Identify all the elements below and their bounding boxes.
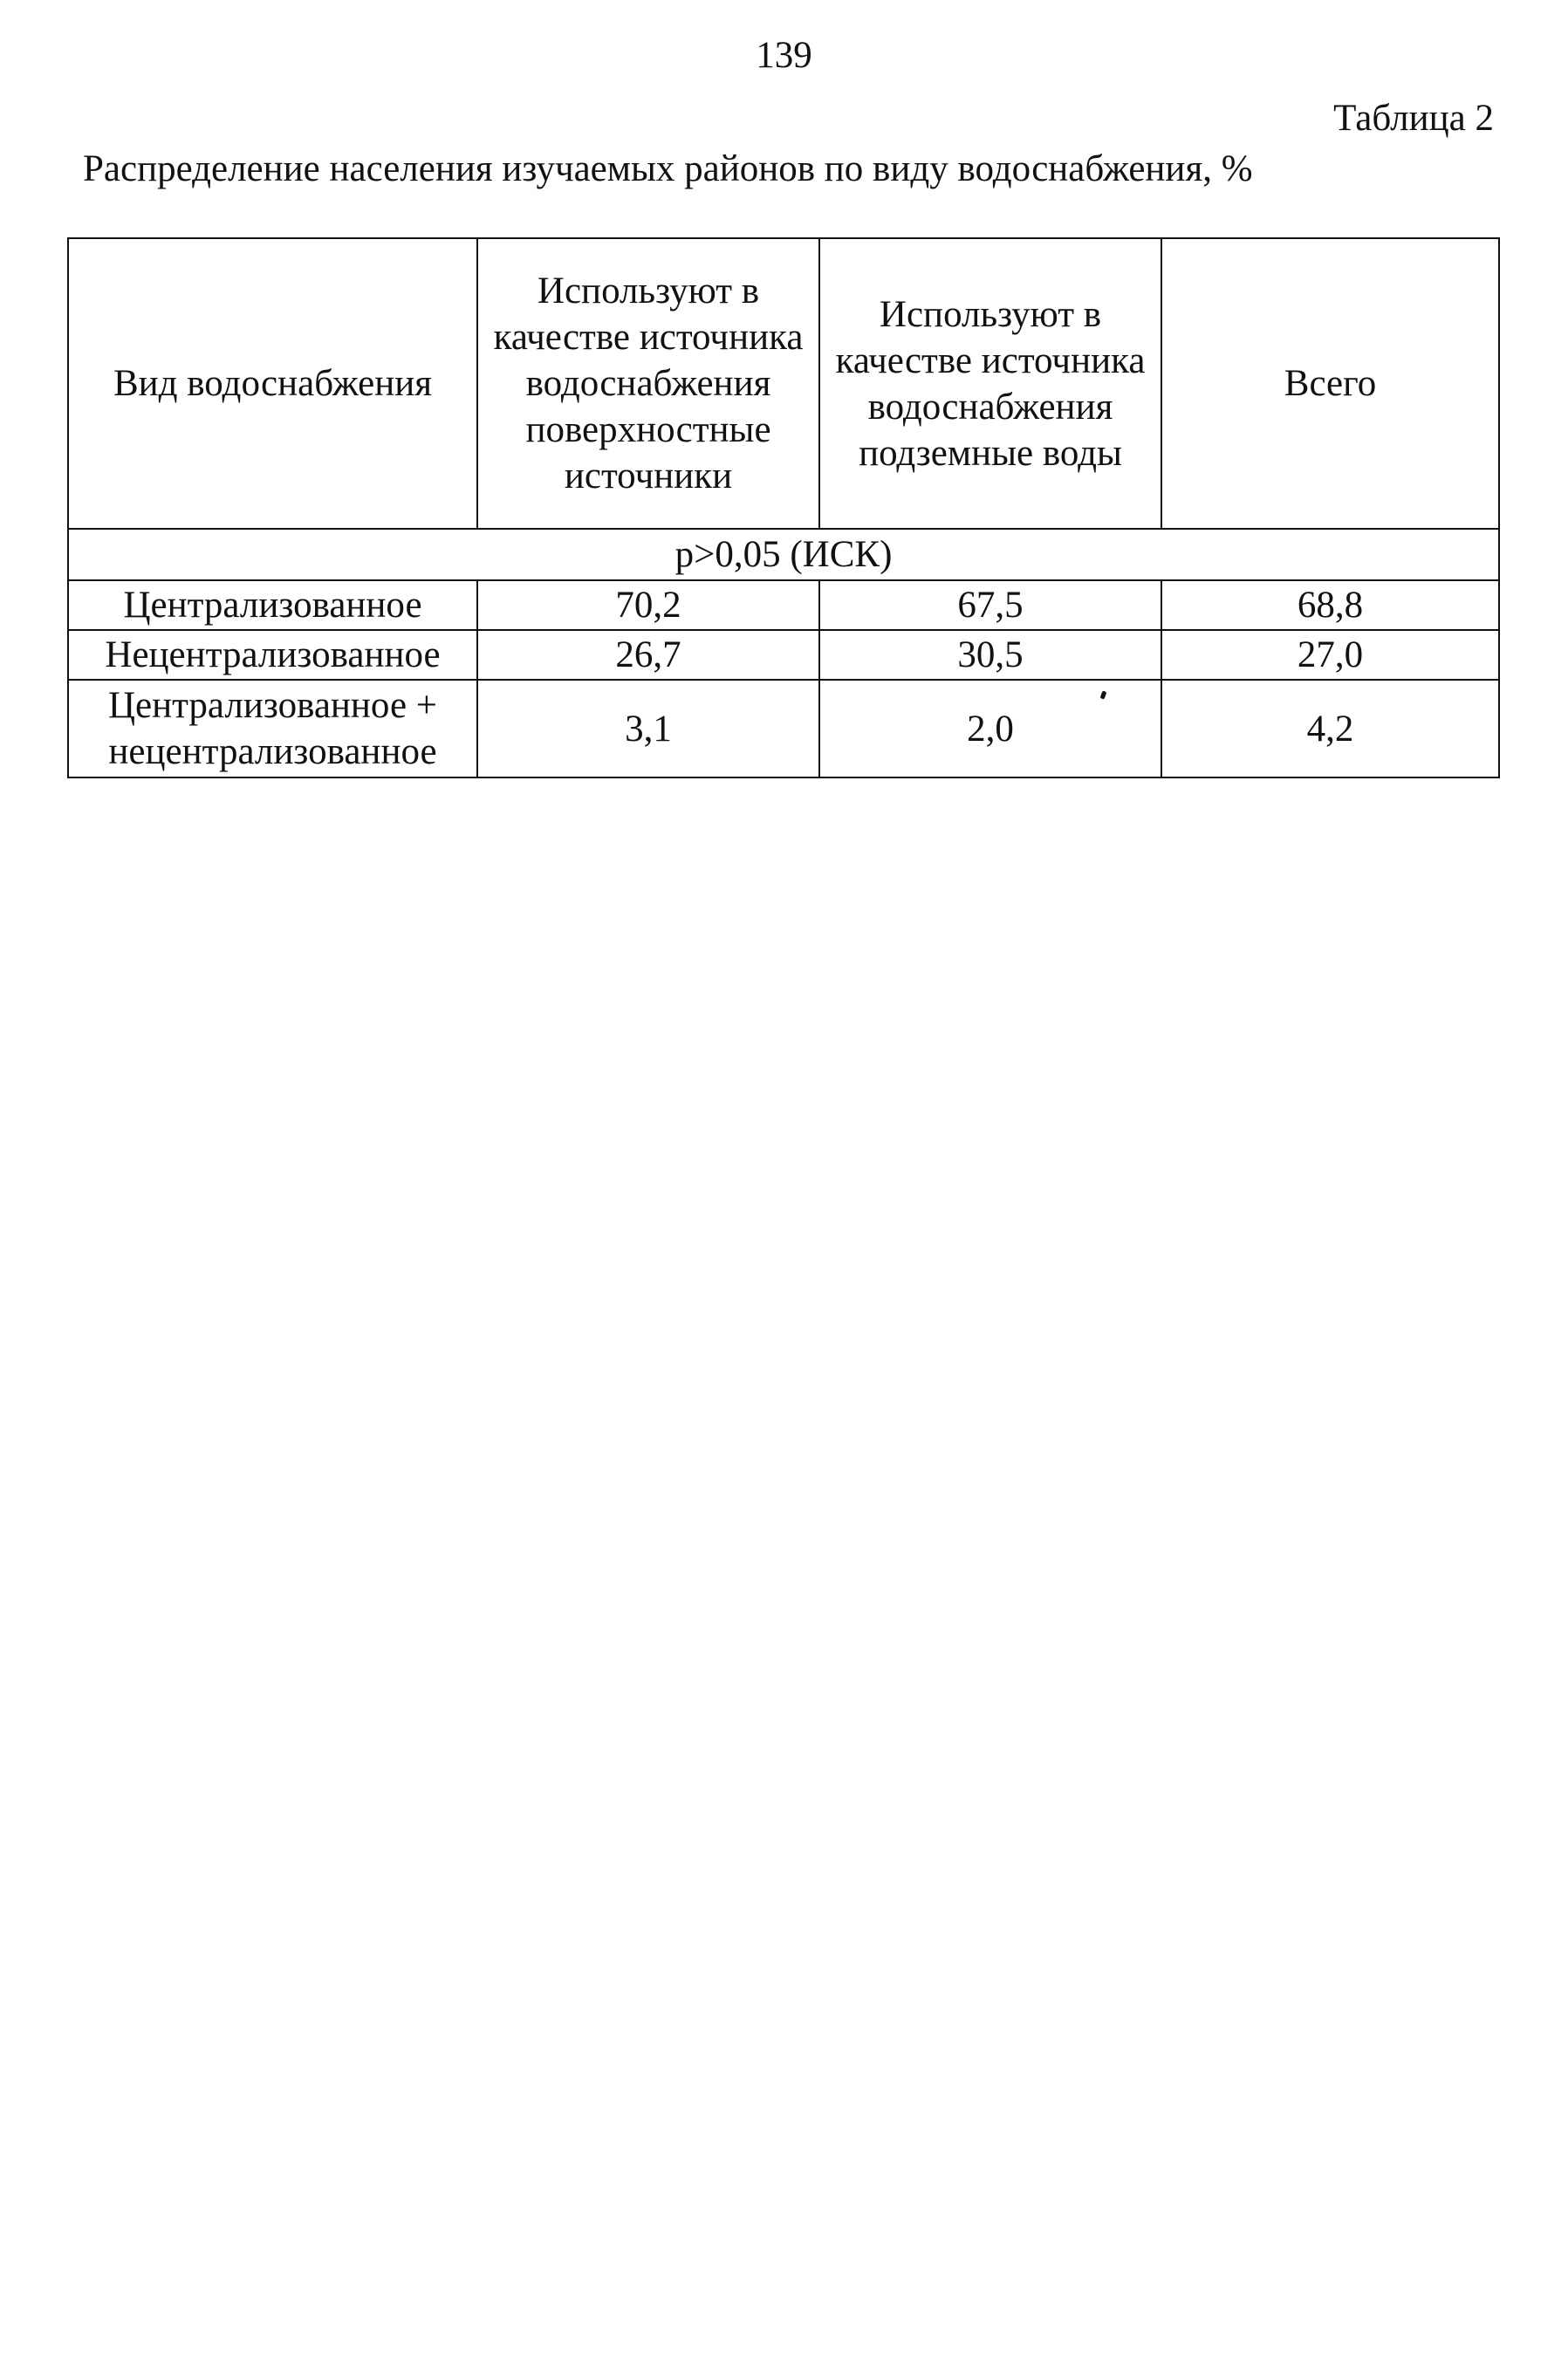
cell-surface: 26,7 (477, 630, 819, 680)
cell-underground: 30,5 (819, 630, 1161, 680)
row-label: Нецентрализованное (68, 630, 477, 680)
water-supply-table (67, 237, 1500, 778)
header-surface-sources: Используют в качестве источника водоснабжения поверхностные источники (477, 238, 819, 529)
cell-total: 68,8 (1161, 580, 1499, 630)
significance-note: p>0,05 (ИСК) (68, 529, 1499, 580)
cell-surface: 3,1 (477, 680, 819, 777)
table-row (68, 630, 1499, 680)
cell-surface: 70,2 (477, 580, 819, 630)
cell-total: 4,2 (1161, 680, 1499, 777)
cell-underground: 67,5 (819, 580, 1161, 630)
table-label: Таблица 2 (1333, 98, 1494, 139)
cell-total: 27,0 (1161, 630, 1499, 680)
page-number: 139 (756, 35, 812, 76)
cell-underground: 2,0 (819, 680, 1161, 777)
table-row (68, 580, 1499, 630)
table-header-row (68, 238, 1499, 529)
table-title: Распределение населения изучаемых районов по виду водоснабжения, % (83, 148, 1253, 189)
header-supply-type: Вид водоснабжения (68, 238, 477, 529)
table-row (68, 680, 1499, 777)
header-total: Всего (1161, 238, 1499, 529)
row-label: Централизованное (68, 580, 477, 630)
header-underground-water: Используют в качестве источника водоснабжения подземные воды (819, 238, 1161, 529)
row-label: Централизованное + нецентрализованное (68, 680, 477, 777)
significance-row (68, 529, 1499, 580)
